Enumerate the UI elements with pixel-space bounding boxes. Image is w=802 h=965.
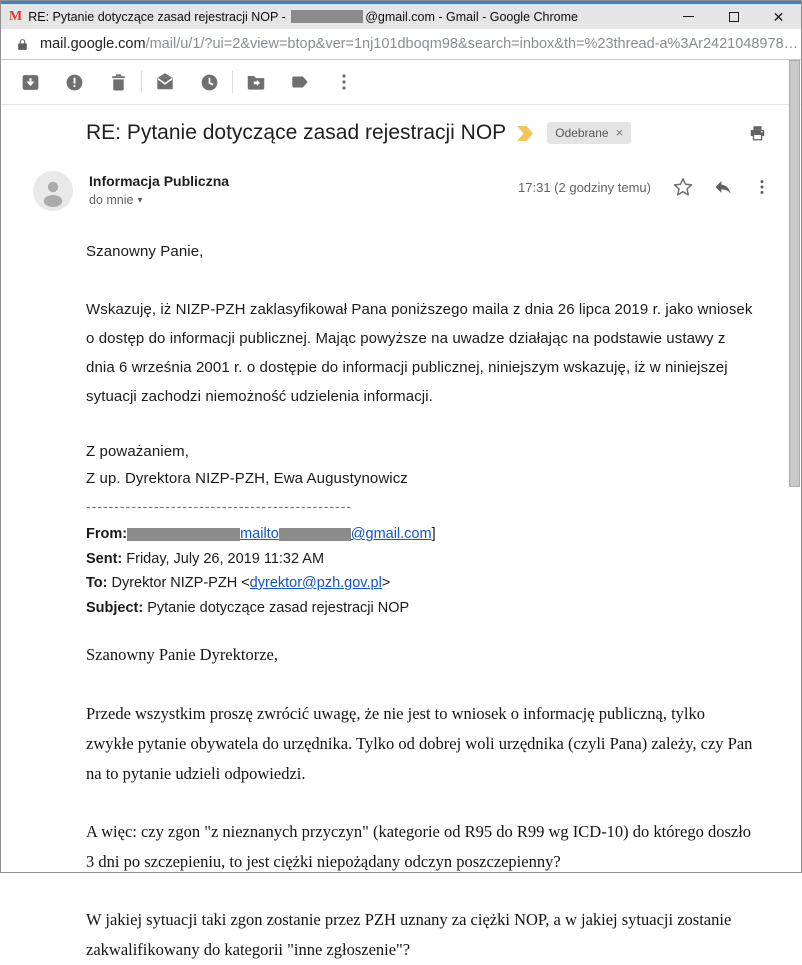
quoted-subject-line — [86, 596, 753, 621]
quoted-message — [86, 640, 753, 965]
redacted-email-user — [291, 10, 363, 23]
avatar[interactable] — [33, 171, 73, 211]
star-icon — [673, 177, 693, 197]
reply-greeting: Szanowny Panie, — [86, 243, 204, 260]
quoted-paragraph: W jakiej sytuacji taki zgon zostanie przez PZH uznany za ciężki NOP, a w jakiej sytuacji zostanie zakwalifikowany do kategorii "inne zgłoszenie"? — [86, 910, 732, 959]
reply-icon — [713, 177, 733, 197]
report-spam-icon — [64, 72, 85, 93]
address-bar[interactable] — [1, 29, 801, 60]
message-actions — [518, 171, 771, 197]
sent-label: Sent: — [86, 550, 123, 567]
maximize-button[interactable] — [711, 4, 756, 29]
print-button[interactable] — [748, 124, 767, 142]
delete-icon — [108, 72, 129, 93]
window-controls — [666, 4, 801, 29]
archive-button[interactable] — [8, 62, 52, 102]
sender-row — [33, 171, 771, 211]
reply-paragraph: Wskazuję, iż NIZP-PZH zaklasyfikował Pana poniższego maila z dnia 26 lipca 2019 r. jako wniosek o dostęp do informacji publicznej. Mając powyższe na uwadze działając na podstawie ustawy z dnia 6 września 2001 r. o dostępie do informacji publicznej, niniejszym wskazuję, iż w niniejszej sytuacji zachodzi niemożność udzielenia informacji. — [86, 301, 753, 405]
sender-name: Informacja Publiczna — [89, 173, 230, 189]
to-bracket: > — [381, 575, 391, 591]
window-title-suffix: @gmail.com - Gmail - Google Chrome — [365, 9, 578, 24]
snooze-icon — [199, 72, 220, 93]
reply-signature: Z up. Dyrektora NIZP-PZH, Ewa Augustynowicz — [86, 470, 408, 487]
reply-message — [86, 237, 753, 518]
subject-row — [86, 121, 767, 145]
label-chip-close-icon[interactable]: × — [615, 125, 624, 140]
more-vertical-icon — [334, 72, 354, 92]
archive-icon — [20, 72, 41, 93]
chevron-down-icon: ▾ — [137, 194, 143, 206]
quoted-sent-line — [86, 547, 753, 572]
printer-icon — [748, 124, 767, 142]
url-domain: mail.google.com — [40, 36, 146, 52]
quoted-paragraph: Przede wszystkim proszę zwrócić uwagę, że nie jest to wniosek o informację publiczną, tylko zwykłe pytanie obywatela do urzędnika. Tylko od dobrej woli urzędnika (czyli Pana) zależy, czy Pan na to pytanie udzieli odpowiedzi. — [86, 704, 753, 783]
reply-button[interactable] — [713, 177, 733, 197]
ssl-lock-icon[interactable] — [16, 37, 29, 52]
subject-label: Subject: — [86, 599, 144, 616]
gmail-favicon-icon: M — [9, 8, 22, 24]
sender-info — [89, 171, 229, 207]
from-bracket: ] — [431, 526, 436, 542]
move-to-icon — [245, 71, 267, 93]
mark-unread-icon — [154, 71, 176, 93]
quoted-headers — [86, 522, 753, 620]
quoted-paragraph: A więc: czy zgon "z nieznanych przyczyn" (kategorie od R95 do R99 wg ICD-10) do którego doszło 3 dni po szczepieniu, to jest ciężki niepożądany odczyn poszczepienny? — [86, 822, 752, 871]
window-title — [28, 10, 578, 24]
quoted-from-line — [86, 522, 753, 547]
recipient-label: do mnie — [89, 193, 134, 207]
gmail-address-link[interactable]: @gmail.com — [350, 526, 432, 542]
quoted-to-line — [86, 571, 753, 596]
url-path: /mail/u/1/?ui=2&view=btop&ver=1nj101dboqm98&search=inbox&th=%23thread-a%3Ar2421048978… — [145, 36, 799, 52]
to-label: To: — [86, 575, 108, 591]
label-chip-odebrane[interactable] — [547, 122, 631, 144]
titlebar — [1, 4, 801, 29]
maximize-icon — [729, 12, 739, 22]
email-body — [86, 237, 753, 965]
move-to-button[interactable] — [234, 62, 278, 102]
quoted-divider: ----------------------------------------------- — [86, 498, 353, 514]
timestamp: 17:31 (2 godziny temu) — [518, 179, 651, 195]
person-icon — [33, 171, 73, 211]
label-chip-text: Odebrane — [555, 125, 609, 140]
mailto-link[interactable]: mailto — [240, 526, 279, 542]
scrollbar[interactable] — [789, 60, 800, 487]
delete-button[interactable] — [96, 62, 140, 102]
snooze-button[interactable] — [187, 62, 231, 102]
minimize-icon — [683, 16, 694, 17]
sent-value: Friday, July 26, 2019 11:32 AM — [122, 550, 325, 567]
star-button[interactable] — [673, 177, 693, 197]
redacted-email-user — [279, 528, 351, 541]
dyrektor-email-link[interactable]: dyrektor@pzh.gov.pl — [249, 575, 382, 591]
report-spam-button[interactable] — [52, 62, 96, 102]
window-title-prefix: RE: Pytanie dotyczące zasad rejestracji NOP - — [28, 9, 290, 24]
url-text[interactable] — [40, 36, 798, 52]
message-more-button[interactable] — [753, 178, 771, 196]
reply-closing: Z poważaniem, — [86, 443, 190, 460]
gmail-toolbar — [1, 60, 801, 105]
recipient-toggle[interactable] — [89, 193, 229, 207]
close-button[interactable] — [756, 4, 801, 29]
quoted-greeting: Szanowny Panie Dyrektorze, — [86, 645, 278, 664]
importance-marker-icon[interactable] — [516, 126, 535, 141]
toolbar-more-button[interactable] — [322, 62, 366, 102]
subject-value: Pytanie dotyczące zasad rejestracji NOP — [143, 599, 410, 616]
mark-unread-button[interactable] — [143, 62, 187, 102]
labels-button[interactable] — [278, 62, 322, 102]
redacted-sender-name — [127, 528, 240, 541]
labels-icon — [289, 71, 311, 93]
to-value: Dyrektor NIZP-PZH < — [107, 575, 250, 591]
email-subject: RE: Pytanie dotyczące zasad rejestracji NOP — [86, 121, 507, 144]
from-label: From: — [86, 526, 128, 542]
close-icon: ✕ — [772, 8, 785, 25]
more-vertical-icon — [753, 178, 771, 196]
minimize-button[interactable] — [666, 4, 711, 29]
toolbar-divider — [232, 71, 233, 93]
toolbar-divider — [141, 71, 142, 93]
